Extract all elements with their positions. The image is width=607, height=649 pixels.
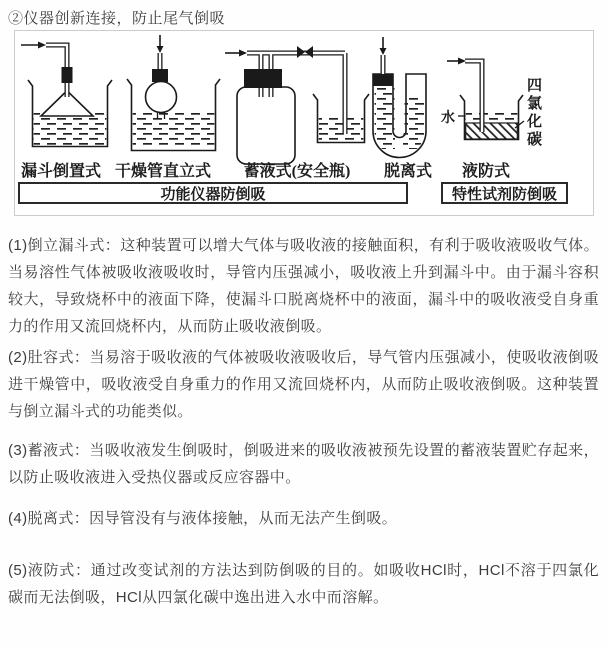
gas-flow-arrow <box>225 50 247 57</box>
category-box-special-reagent: 特性试剂防倒吸 <box>441 182 568 204</box>
apparatus-figure <box>14 30 594 216</box>
paragraph-belly-capacity: (2)肚容式：当易溶于吸收液的气体被吸收液吸收后，导气管内压强减小，使吸收液倒吸进干燥管中，吸收液受自身重力的作用又流回烧杯内，从而防止吸收液倒吸。这种装置与倒立漏斗式的功能类似。 <box>8 349 599 420</box>
gas-flow-arrow <box>21 42 46 49</box>
category-box-functional-instruments: 功能仪器防倒吸 <box>18 182 408 204</box>
paragraph-liquid-choice: (5)液防式：通过改变试剂的方法达到防倒吸的目的。如吸收HCl时，HCl不溶于四氯化碳而无法倒吸，HCl从四氯化碳中逸出进入水中而溶解。 <box>8 562 599 606</box>
liquid-choice-apparatus <box>447 58 524 140</box>
absorbing-liquid <box>34 113 107 146</box>
gas-flow-arrow <box>447 58 466 65</box>
apparatus-label-safety-bottle: 蓄液式(安全瓶) <box>243 163 351 180</box>
paragraph-detached: (4)脱离式：因导管没有与液体接触，从而无法产生倒吸。 <box>8 510 398 527</box>
inverted-funnel-apparatus <box>21 42 112 147</box>
ccl4-layer <box>466 123 518 139</box>
absorbing-liquid <box>319 116 364 142</box>
drying-tube-apparatus <box>127 35 220 151</box>
gas-flow-arrow <box>157 35 164 53</box>
apparatus-label-u-tube: 脱离式 <box>383 163 433 180</box>
absorbing-liquid <box>133 113 215 148</box>
paragraph-inverted-funnel: (1)倒立漏斗式：这种装置可以增大气体与吸收液的接触面积，有利于吸收液吸收气体。当易溶性气体被吸收液吸收时，导管内压强减小，吸收液上升到漏斗中。由于漏斗容积较大，导致烧杯中的液面下降，使漏斗口脱离烧杯中的液面，漏斗中的吸收液受自身重力的作用又流回烧杯内，从而防止吸收液倒吸。 <box>8 237 599 335</box>
rubber-stopper <box>373 74 393 86</box>
paragraph-liquid-storage: (3)蓄液式：当吸收液发生倒吸时，倒吸进来的吸收液被预先设置的蓄液装置贮存起来，以防止吸收液进入受热仪器或反应容器中。 <box>8 442 599 486</box>
drying-tube-bulb <box>146 82 177 113</box>
section-title: ②仪器创新连接，防止尾气倒吸 <box>8 10 226 27</box>
safety-bottle <box>237 87 295 164</box>
apparatus-label-liquid-choice: 液防式 <box>461 163 511 180</box>
u-tube-apparatus <box>373 37 427 158</box>
valve-symbol <box>297 46 313 58</box>
apparatus-label-drying-tube: 干燥管直立式 <box>114 163 212 180</box>
rubber-connector <box>62 67 73 83</box>
rubber-stopper <box>152 69 168 82</box>
bottle-cap <box>244 69 282 88</box>
gas-flow-arrow <box>380 37 387 55</box>
water-layer <box>466 110 518 123</box>
water-annotation: 水 <box>441 111 455 126</box>
ccl4-annotation: 四氯化碳 <box>525 77 541 149</box>
safety-bottle-apparatus <box>225 46 369 164</box>
apparatus-label-inverted-funnel: 漏斗倒置式 <box>20 163 102 180</box>
